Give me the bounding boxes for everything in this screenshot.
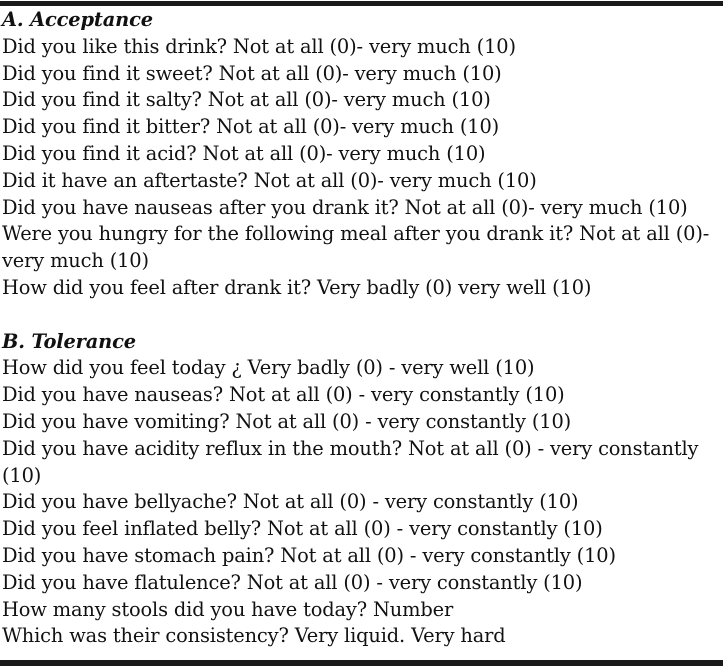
question-item: Did you have bellyache? Not at all (0) - very constantly (10) [2, 490, 579, 514]
question-item: Did you like this drink? Not at all (0)- very much (10) [2, 34, 516, 58]
section-title: B. Tolerance [2, 329, 136, 353]
questionnaire [2, 7, 722, 650]
section-title: A. Acceptance [2, 8, 153, 31]
question-item: Did you have stomach pain? Not at all (0) - very constantly (10) [2, 543, 616, 567]
question-item: Did you find it salty? Not at all (0)- very much (10) [2, 88, 491, 112]
question-item: Did you have acidity reflux in the mouth? Not at all (0) - very constantly (10) [2, 436, 699, 487]
question-item: Did you have flatulence? Not at all (0) - very constantly (10) [2, 570, 583, 594]
question-item: Did you have nauseas after you drank it? Not at all (0)- very much (10) [2, 195, 688, 219]
question-item: Did you find it acid? Not at all (0)- very much (10) [2, 141, 486, 165]
question-item: How did you feel today ¿ Very badly (0) - very well (10) [2, 356, 535, 380]
top-rule [0, 1, 723, 6]
bottom-rule [0, 660, 723, 666]
section-acceptance [2, 7, 722, 302]
question-item: How many stools did you have today? Number [2, 597, 454, 621]
question-item: Did you have vomiting? Not at all (0) - very constantly (10) [2, 409, 572, 433]
question-item: Did you feel inflated belly? Not at all (0) - very constantly (10) [2, 517, 603, 541]
question-item: Were you hungry for the following meal after you drank it? Not at all (0)- very much (10) [2, 222, 710, 273]
question-item: Did it have an aftertaste? Not at all (0)- very much (10) [2, 168, 537, 192]
question-item: Did you find it bitter? Not at all (0)- very much (10) [2, 115, 500, 139]
question-item: Which was their consistency? Very liquid. Very hard [2, 624, 506, 648]
question-item: Did you have nauseas? Not at all (0) - very constantly (10) [2, 383, 565, 407]
section-gap [2, 302, 722, 329]
question-item: How did you feel after drank it? Very badly (0) very well (10) [2, 275, 592, 299]
question-item: Did you find it sweet? Not at all (0)- very much (10) [2, 61, 502, 85]
section-tolerance [2, 329, 722, 651]
